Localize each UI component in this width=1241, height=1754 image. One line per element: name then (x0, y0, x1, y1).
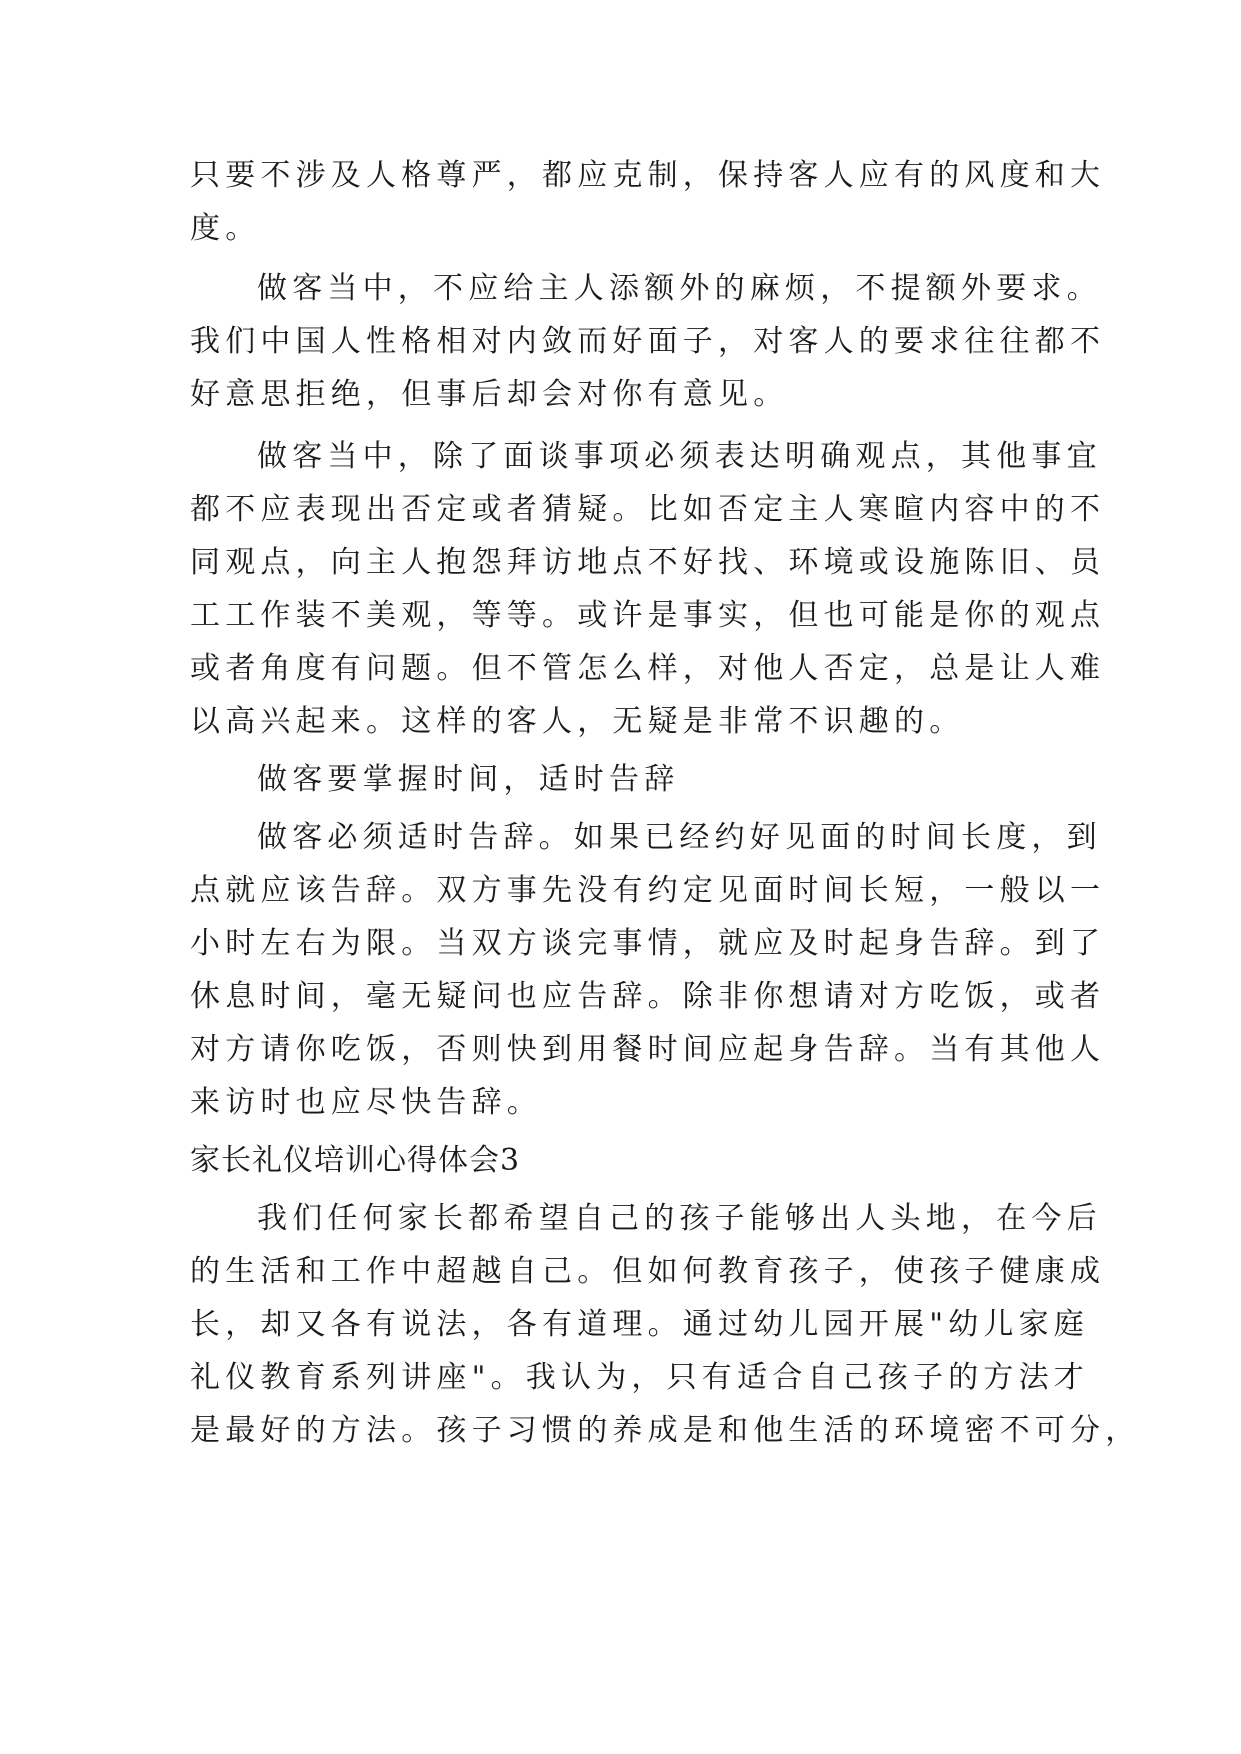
text-line: 度。 (190, 211, 261, 246)
text-line: 点就应该告辞。双方事先没有约定见面时间长短，一般以一 (190, 873, 1106, 908)
text-line: 长，却又各有说法，各有道理。通过幼儿园开展"幼儿家庭 (190, 1307, 1089, 1342)
text-line: 做客必须适时告辞。如果已经约好见面的时间长度，到 (257, 820, 1102, 855)
section-subheading: 做客要掌握时间，适时告辞 (257, 762, 680, 797)
text-line: 对方请你吃饭，否则快到用餐时间应起身告辞。当有其他人 (190, 1032, 1106, 1067)
text-line: 礼仪教育系列讲座"。我认为，只有适合自己孩子的方法才 (190, 1360, 1089, 1395)
text-line: 休息时间，毫无疑问也应告辞。除非你想请对方吃饭，或者 (190, 979, 1106, 1014)
text-line: 我们中国人性格相对内敛而好面子，对客人的要求往往都不 (190, 324, 1106, 359)
text-line: 做客当中，除了面谈事项必须表达明确观点，其他事宜 (257, 439, 1102, 474)
text-line: 的生活和工作中超越自己。但如何教育孩子，使孩子健康成 (190, 1254, 1106, 1289)
text-line: 做客当中，不应给主人添额外的麻烦，不提额外要求。 (257, 271, 1102, 306)
text-line: 工工作装不美观，等等。或许是事实，但也可能是你的观点 (190, 598, 1106, 633)
section-heading: 家长礼仪培训心得体会3 (190, 1143, 521, 1178)
text-line: 都不应表现出否定或者猜疑。比如否定主人寒暄内容中的不 (190, 492, 1106, 527)
text-line: 我们任何家长都希望自己的孩子能够出人头地，在今后 (257, 1201, 1102, 1236)
text-line: 同观点，向主人抱怨拜访地点不好找、环境或设施陈旧、员 (190, 545, 1106, 580)
text-line: 是最好的方法。孩子习惯的养成是和他生活的环境密不可分， (190, 1413, 1141, 1448)
text-line: 好意思拒绝，但事后却会对你有意见。 (190, 377, 789, 412)
text-line: 只要不涉及人格尊严，都应克制，保持客人应有的风度和大 (190, 158, 1106, 193)
text-line: 来访时也应尽快告辞。 (190, 1085, 542, 1120)
text-line: 或者角度有问题。但不管怎么样，对他人否定，总是让人难 (190, 651, 1106, 686)
text-line: 以高兴起来。这样的客人，无疑是非常不识趣的。 (190, 704, 965, 739)
text-line: 小时左右为限。当双方谈完事情，就应及时起身告辞。到了 (190, 926, 1106, 961)
